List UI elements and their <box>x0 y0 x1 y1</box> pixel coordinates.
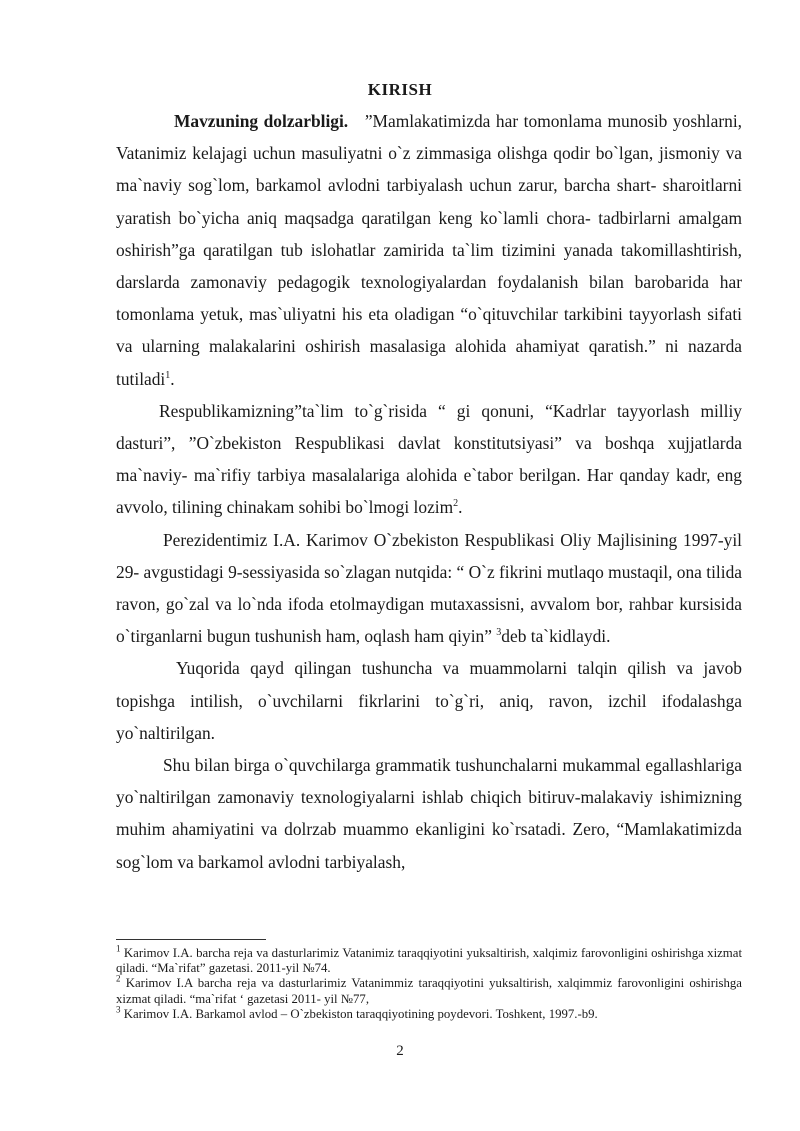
sentence-end: . <box>170 368 175 389</box>
footnote-mark: 2 <box>116 974 121 985</box>
footnote-separator <box>116 939 266 940</box>
footnotes <box>116 943 742 1022</box>
paragraph-text: Perezidentimiz I.A. Karimov O`zbekiston Respublikasi Oliy Majlisining 1997-yil 29- avgustidagi 9-sessiyasida so`zlagan nutqida: “ O`z fikrini mutlaqo mustaqil, ona tilida ravon, go`zal va lo`nda ifoda etolmaydigan mutaxassisni, avvalom bor, rahbar kursisida o`tirganlarni bugun tushunish ham, oqlash ham qiyin” <box>116 529 742 647</box>
paragraph-text: Respublikamizning”ta`lim to`g`risida “ gi qonuni, “Kadrlar tayyorlash milliy dasturi”, ”O`zbekiston Respublikasi davlat konstitutsiyasi” va boshqa xujjatlarda ma`naviy- ma`rifiy tarbiya masalalariga alohida e`tabor berilgan. Har qanday kadr, eng avvolo, tilining chinakam sohibi bo`lmogi lozim <box>116 400 742 518</box>
footnote-ref[interactable]: 2 <box>453 498 459 510</box>
footnote-ref[interactable]: 3 <box>496 627 502 639</box>
paragraph-relevance <box>116 105 742 395</box>
relevance-lead: Mavzuning dolzarbligi. <box>174 111 349 131</box>
page-number: 2 <box>396 1043 404 1059</box>
footnote-mark: 1 <box>116 943 121 954</box>
footnote-3 <box>116 1004 742 1022</box>
footnote-text: Karimov I.A barcha reja va dasturlarimiz Vatanimmiz taraqqiyotini yuksaltirish, xalqimmiz farovonligini oshirishga xizmat qiladi. “ma`rifat ‘ gazetasi 2011- yil №77, <box>116 976 742 1006</box>
paragraph-laws <box>116 395 742 524</box>
paragraph-president-quote <box>116 524 742 653</box>
sentence-end: deb ta`kidlaydi. <box>501 626 611 647</box>
footnote-ref[interactable]: 1 <box>165 369 171 381</box>
footnote-mark: 3 <box>116 1004 121 1015</box>
footnote-2 <box>116 976 742 1006</box>
body-text <box>116 105 742 878</box>
footnote-text: Karimov I.A. barcha reja va dasturlarimiz Vatanimiz taraqqiyotini yuksaltirish, xalqimiz farovonligini oshirishga xizmat qiladi. “Ma`rifat” gazetasi. 2011-yil №74. <box>116 946 742 976</box>
paragraph-text: ”Mamlakatimizda har tomonlama munosib yoshlarni, Vatanimiz kelajagi uchun masuliyatni o`z zimmasiga olishga qodir bo`lgan, jismoniy va ma`naviy sog`lom, barkamol avlodni tarbiyalash uchun zarur, barcha shart- sharoitlarni yaratish bo`yicha aniq maqsadga qaratilgan keng ko`lamli chora- tadbirlarni amalgam oshirish”ga qaratilgan tub islohatlar zamirida ta`lim tizimini yanada takomillashtirish, darslarda zamonaviy pedagogik texnologiyalardan foydalanish bilan barobarida har tomonlama yetuk, mas`uliyatni his eta oladigan “o`qituvchilar tarkibini tayyorlash sifati va ularning malakalarini oshirish masalasiga alohida ahamiyat qaratish.” ni nazarda tutiladi <box>116 111 742 389</box>
footnote-1 <box>116 943 742 976</box>
footnote-text: Karimov I.A. Barkamol avlod – O`zbekiston taraqqiyotining poydevori. Toshkent, 1997.-b9. <box>120 1006 598 1021</box>
sentence-end: . <box>458 497 463 518</box>
paragraph-technologies: Shu bilan birga o`quvchilarga grammatik tushunchalarni mukammal egallashlariga yo`naltirilgan zamonaviy texnologiyalarni ishlab chiqich bitiruv-malakaviy ishimizning muhim ahamiyatini va dolrzab muammo ekanligini ko`rsatadi. Zero, “Mamlakatimizda sog`lom va barkamol avlodni tarbiyalash, <box>116 755 742 872</box>
paragraph-problems: Yuqorida qayd qilingan tushuncha va muammolarni talqin qilish va javob topishga intilish, o`uvchilarni fikrlarini to`g`ri, aniq, ravon, izchil ifodalashga yo`naltirilgan. <box>116 658 742 743</box>
section-heading: KIRISH <box>367 80 433 99</box>
